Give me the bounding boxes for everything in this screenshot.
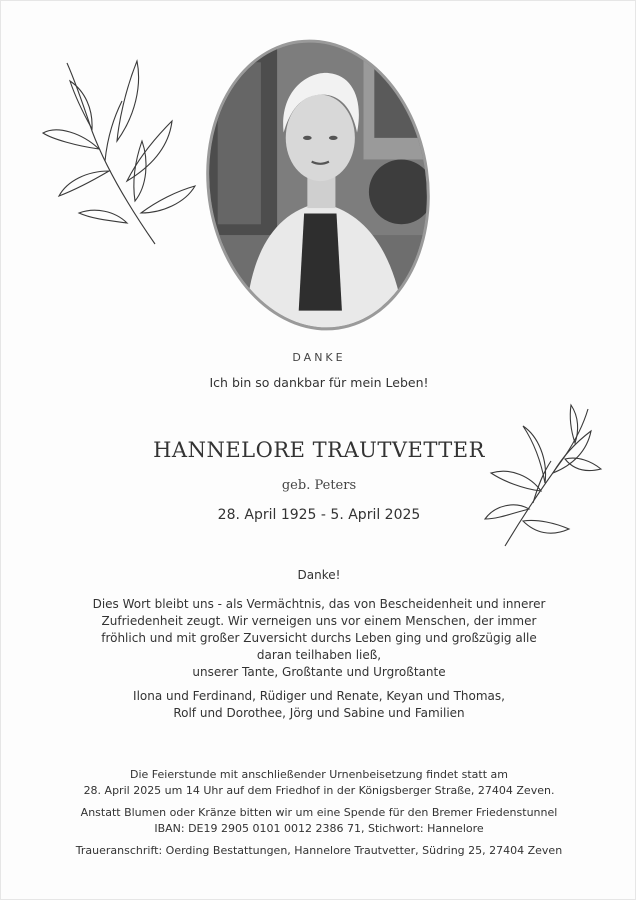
message-paragraph xyxy=(71,596,567,681)
message-danke: Danke! xyxy=(297,568,341,582)
portrait-photo xyxy=(188,25,448,345)
life-dates: 28. April 1925 - 5. April 2025 xyxy=(217,507,421,523)
family-line: Rolf und Dorothee, Jörg und Sabine und Familien xyxy=(173,706,465,720)
leaf-branch-right-icon xyxy=(483,401,603,551)
birth-name: geb. Peters xyxy=(281,478,357,493)
donation-line: IBAN: DE19 2905 0101 0012 2386 71, Stichwort: Hannelore xyxy=(154,822,484,835)
ceremony-line: 28. April 2025 um 14 Uhr auf dem Friedhof in der Königsberger Straße, 27404 Zeven. xyxy=(83,784,555,797)
leaf-branch-left-icon xyxy=(37,41,197,251)
mourning-address xyxy=(41,843,597,859)
donation-line: Anstatt Blumen oder Kränze bitten wir um eine Spende für den Bremer Friedenstunnel xyxy=(80,806,558,819)
message-line: daran teilhaben ließ, xyxy=(256,648,382,662)
message-line: unserer Tante, Großtante und Urgroßtante xyxy=(192,665,446,679)
address-line: Traueranschrift: Oerding Bestattungen, Hannelore Trautvetter, Südring 25, 27404 Zeven xyxy=(75,844,563,857)
thankful-line: Ich bin so dankbar für mein Leben! xyxy=(209,375,429,390)
message-line: Zufriedenheit zeugt. Wir verneigen uns vor einem Menschen, der immer xyxy=(101,614,537,628)
danke-heading: DANKE xyxy=(292,351,346,364)
ceremony-line: Die Feierstunde mit anschließender Urnenbeisetzung findet statt am xyxy=(130,768,508,781)
family-names xyxy=(61,688,577,722)
deceased-name: HANNELORE TRAUTVETTER xyxy=(153,438,485,462)
donation-info xyxy=(41,805,597,837)
message-line: Dies Wort bleibt uns - als Vermächtnis, das von Bescheidenheit und innerer xyxy=(92,597,546,611)
family-line: Ilona und Ferdinand, Rüdiger und Renate, Keyan und Thomas, xyxy=(133,689,505,703)
ceremony-info xyxy=(41,767,597,799)
message-line: fröhlich und mit großer Zuversicht durchs Leben ging und großzügig alle xyxy=(101,631,537,645)
